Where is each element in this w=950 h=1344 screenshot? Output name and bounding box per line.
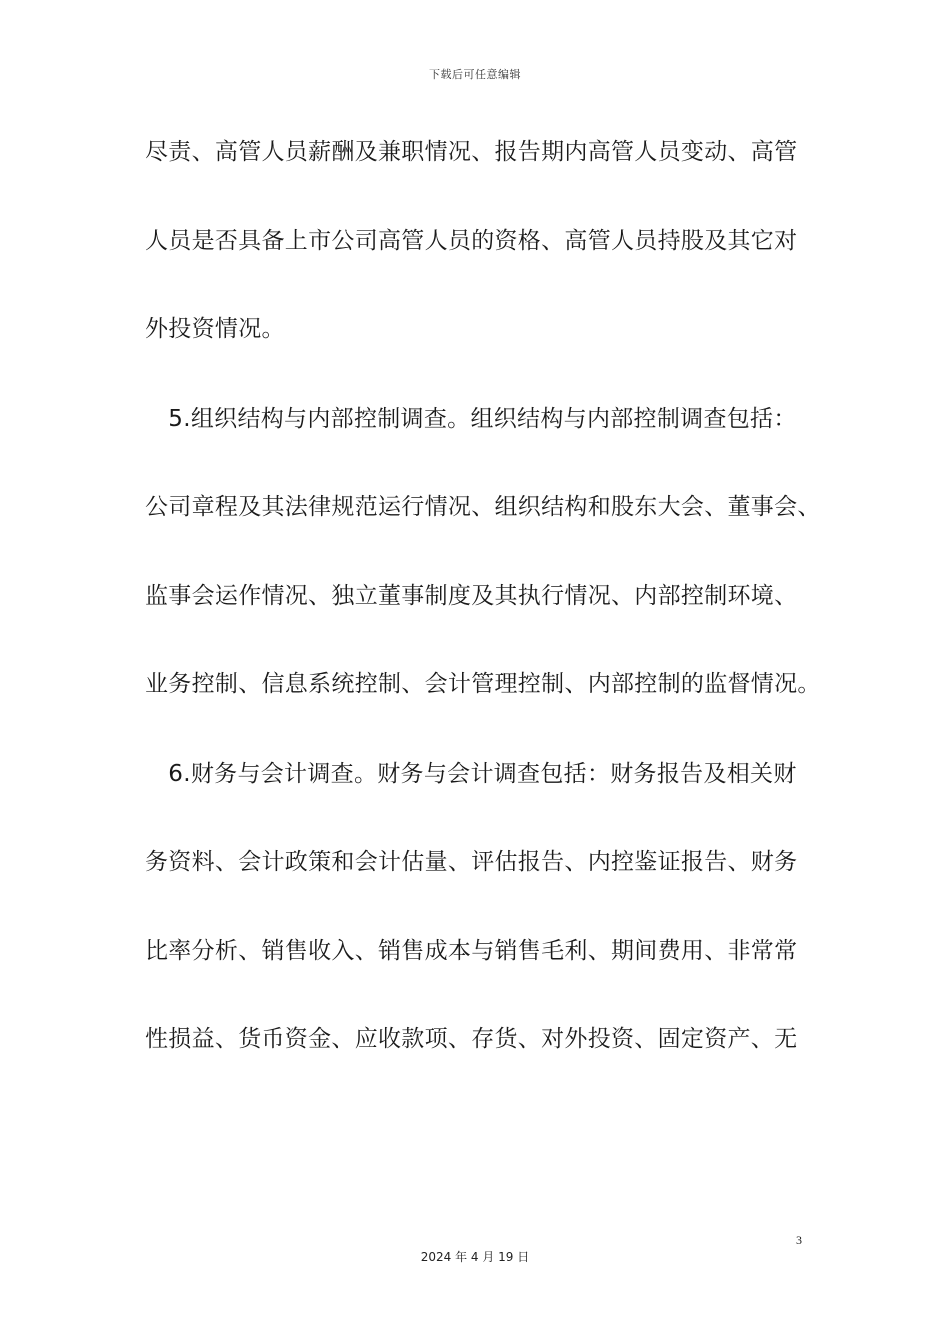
body-line-1: 尽责、高管人员薪酬及兼职情况、报告期内高管人员变动、高管	[145, 139, 798, 165]
body-line-2: 人员是否具备上市公司高管人员的资格、高管人员持股及其它对	[145, 228, 798, 254]
footer-date: 2024 年 4 月 19 日	[420, 1250, 530, 1264]
body-line-9: 务资料、会计政策和会计估量、评估报告、内控鉴证报告、财务	[145, 849, 798, 875]
body-line-7: 业务控制、信息系统控制、会计管理控制、内部控制的监督情况。	[145, 671, 821, 697]
body-line-11: 性损益、货币资金、应收款项、存货、对外投资、固定资产、无	[145, 1026, 798, 1052]
body-line-10: 比率分析、销售收入、销售成本与销售毛利、期间费用、非常常	[145, 938, 798, 964]
body-line-8: 6.财务与会计调查。财务与会计调查包括：财务报告及相关财	[145, 761, 797, 787]
page-number: 3	[796, 1233, 802, 1247]
body-line-6: 监事会运作情况、独立董事制度及其执行情况、内部控制环境、	[145, 583, 798, 609]
header-note: 下载后可任意编辑	[429, 68, 521, 81]
body-line-5: 公司章程及其法律规范运行情况、组织结构和股东大会、董事会、	[145, 494, 821, 520]
body-line-3: 外投资情况。	[145, 316, 285, 342]
body-line-4: 5.组织结构与内部控制调查。组织结构与内部控制调查包括：	[145, 406, 797, 432]
